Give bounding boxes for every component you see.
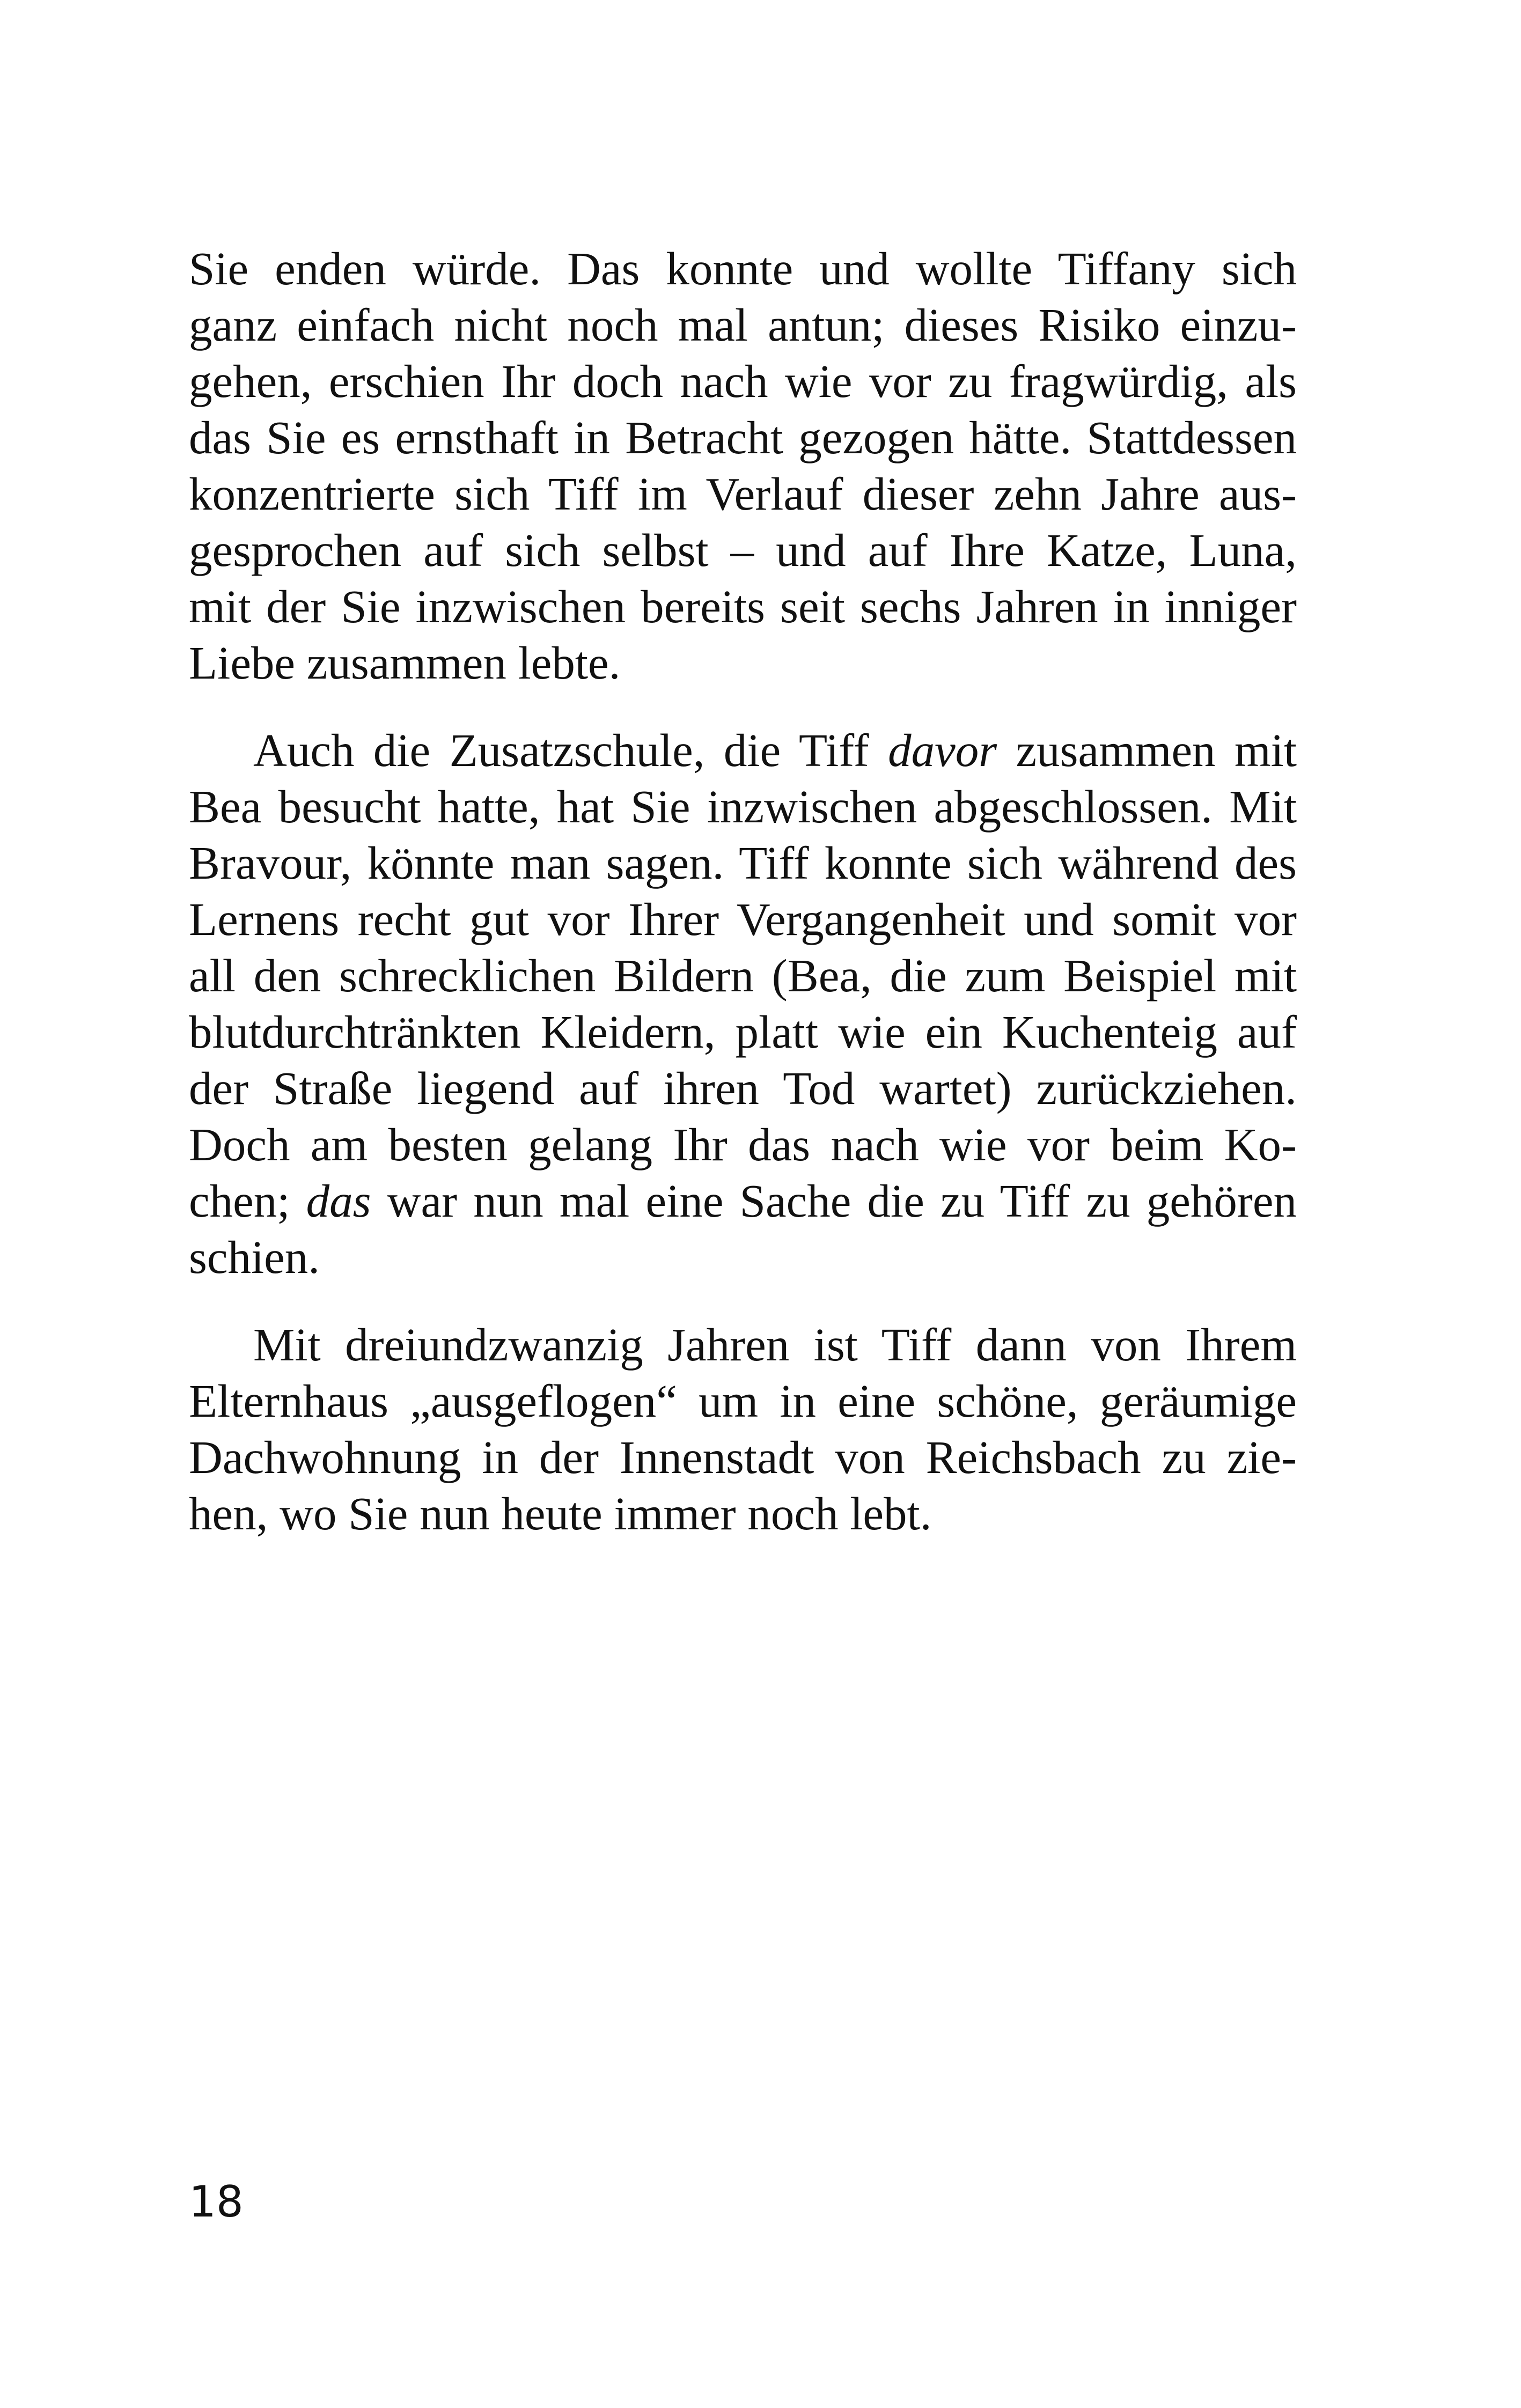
paragraph	[189, 722, 1297, 1285]
text-segment: Auch die Zusatzschule, die Tiff	[253, 724, 888, 776]
text-line	[189, 409, 1297, 466]
text-segment: Mit dreiundzwanzig Jahren ist Tiff dann von Ihrem	[253, 1319, 1297, 1371]
text-segment: Bravour, könnte man sagen. Tiff konnte sich während des	[189, 837, 1297, 889]
text-line	[189, 1485, 1297, 1542]
italic-text: davor	[888, 724, 997, 776]
text-line	[189, 722, 1297, 778]
text-line	[189, 891, 1297, 947]
text-line	[189, 1116, 1297, 1173]
text-line	[189, 578, 1297, 635]
text-line	[189, 1316, 1297, 1373]
text-line	[189, 635, 1297, 691]
text-line	[189, 1229, 1297, 1285]
text-segment: chen;	[189, 1175, 306, 1227]
text-segment: mit der Sie inzwischen bereits seit sechs Jahren in inniger	[189, 580, 1297, 632]
text-segment: gesprochen auf sich selbst – und auf Ihre Katze, Luna,	[189, 524, 1297, 576]
body-text	[189, 240, 1297, 1542]
italic-text: das	[306, 1175, 371, 1227]
text-line	[189, 353, 1297, 409]
text-segment: gehen, erschien Ihr doch nach wie vor zu fragwürdig, als	[189, 355, 1297, 407]
text-segment: all den schrecklichen Bildern (Bea, die zum Beispiel mit	[189, 949, 1297, 1002]
text-line	[189, 835, 1297, 891]
text-segment: konzentrierte sich Tiff im Verlauf dieser zehn Jahre aus-	[189, 468, 1297, 520]
text-line	[189, 1373, 1297, 1429]
text-line	[189, 466, 1297, 522]
text-segment: Doch am besten gelang Ihr das nach wie vor beim Ko-	[189, 1118, 1297, 1170]
paragraph	[189, 240, 1297, 691]
text-segment: zusammen mit	[997, 724, 1297, 776]
page-number: 18	[189, 2177, 244, 2227]
text-segment: Bea besucht hatte, hat Sie inzwischen abgeschlossen. Mit	[189, 780, 1297, 833]
text-segment: schien.	[189, 1231, 320, 1283]
text-segment: das Sie es ernsthaft in Betracht gezogen hätte. Stattdessen	[189, 411, 1297, 463]
text-segment: der Straße liegend auf ihren Tod wartet) zurückziehen.	[189, 1062, 1297, 1114]
text-line	[189, 240, 1297, 297]
text-line	[189, 947, 1297, 1004]
text-segment: Elternhaus „ausgeflogen“ um in eine schöne, geräumige	[189, 1375, 1297, 1427]
text-line	[189, 1060, 1297, 1116]
text-segment: Dachwohnung in der Innenstadt von Reichsbach zu zie-	[189, 1431, 1297, 1483]
paragraph	[189, 1316, 1297, 1542]
text-segment: Sie enden würde. Das konnte und wollte Tiffany sich	[189, 242, 1297, 294]
text-line	[189, 1429, 1297, 1485]
text-segment: ganz einfach nicht noch mal antun; dieses Risiko einzu-	[189, 299, 1297, 351]
text-segment: Liebe zusammen lebte.	[189, 637, 621, 689]
text-line	[189, 778, 1297, 835]
text-segment: war nun mal eine Sache die zu Tiff zu gehören	[371, 1175, 1297, 1227]
text-segment: hen, wo Sie nun heute immer noch lebt.	[189, 1487, 932, 1540]
text-segment: Lernens recht gut vor Ihrer Vergangenheit und somit vor	[189, 893, 1297, 945]
text-line	[189, 1173, 1297, 1229]
text-segment: blutdurchtränkten Kleidern, platt wie ein Kuchenteig auf	[189, 1006, 1297, 1058]
text-line	[189, 297, 1297, 353]
text-line	[189, 1004, 1297, 1060]
text-line	[189, 522, 1297, 578]
